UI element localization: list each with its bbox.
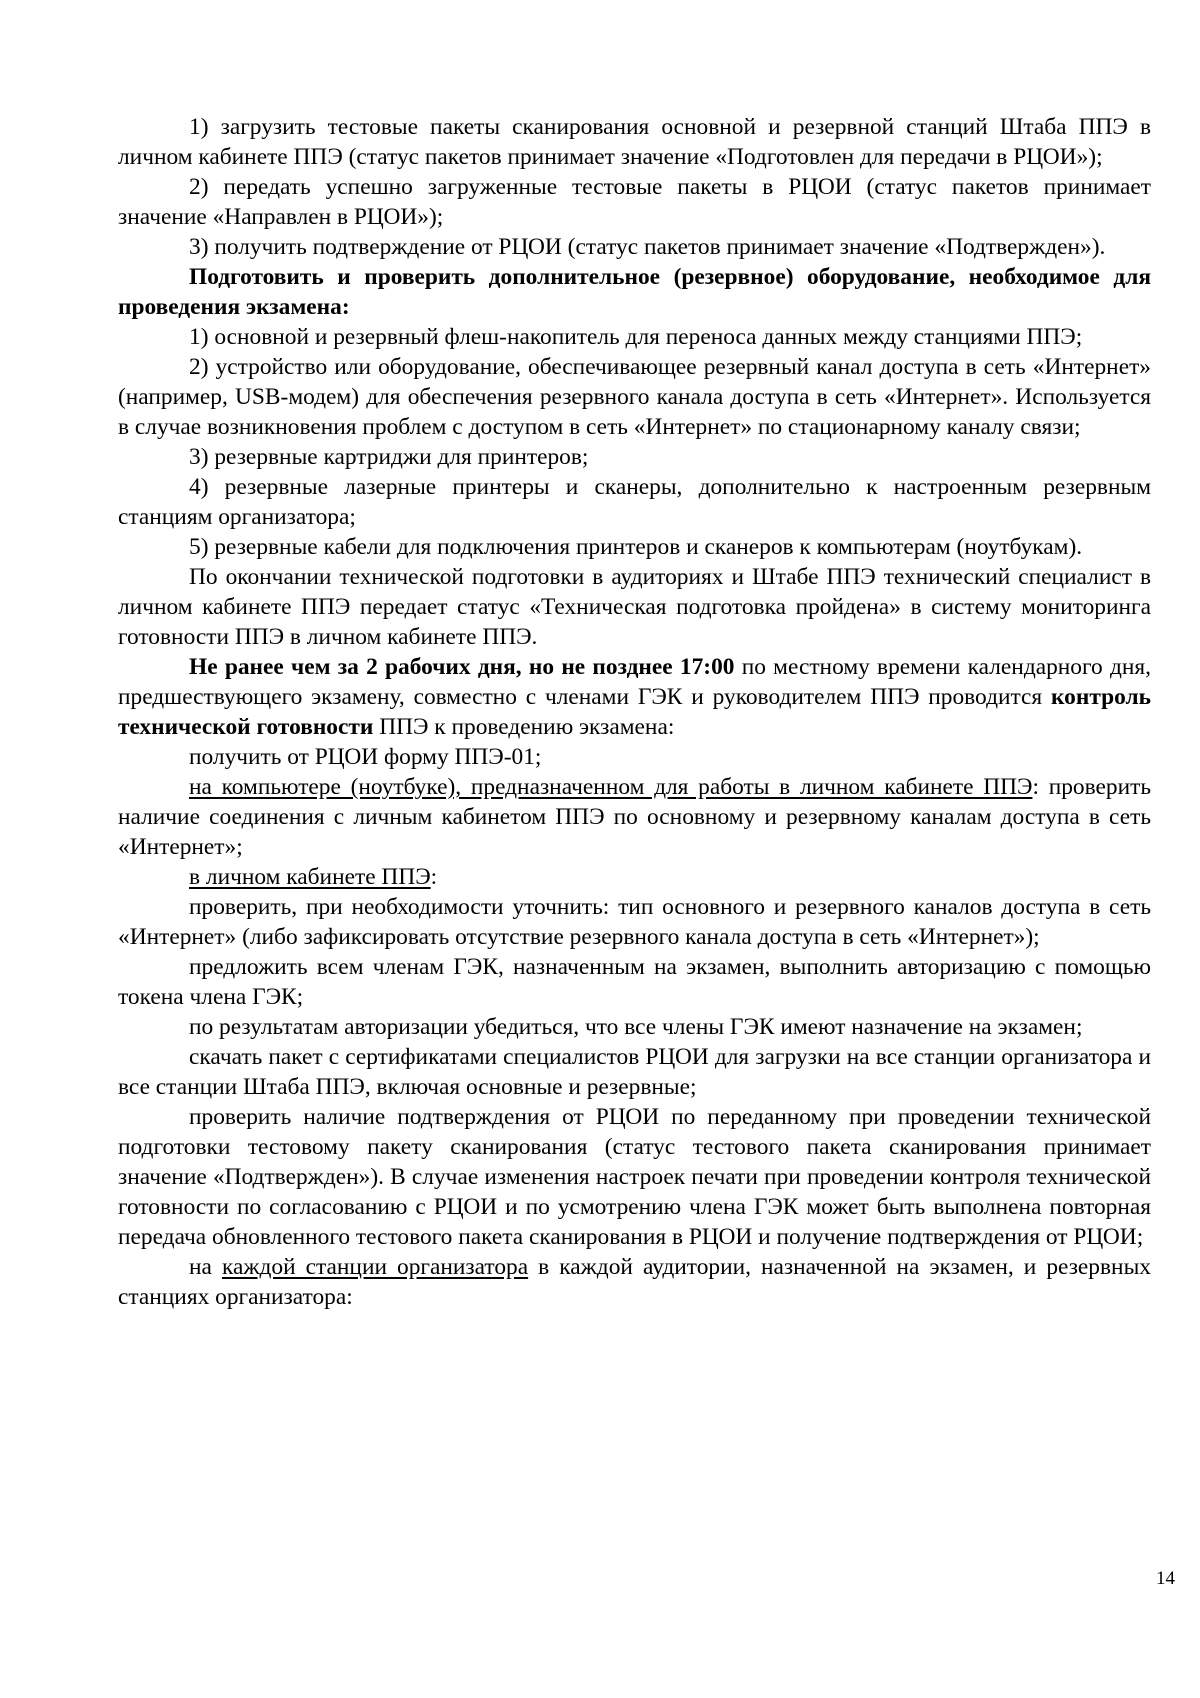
- personal-account-term: в личном кабинете ППЭ: [189, 864, 431, 890]
- readiness-text-part2: ППЭ к проведению экзамена:: [373, 714, 675, 740]
- paragraph-each-organizer-station: [118, 1252, 1151, 1312]
- paragraph-flash-drive: 1) основной и резервный флеш-накопитель для переноса данных между станциями ППЭ;: [189, 324, 1083, 350]
- organizer-station-term: каждой станции организатора: [221, 1254, 529, 1280]
- paragraph-download-certificates: скачать пакет с сертификатами специалистов РЦОИ для загрузки на все станции организатора и все станции Штаба ППЭ, включая основные и резервные;: [118, 1044, 1151, 1100]
- personal-account-colon: :: [430, 864, 438, 890]
- paragraph-gek-authorization: предложить всем членам ГЭК, назначенным на экзамен, выполнить авторизацию с помощью токена члена ГЭК;: [118, 954, 1151, 1010]
- paragraph-get-confirmation: 3) получить подтверждение от РЦОИ (статус пакетов принимает значение «Подтвержден»).: [189, 234, 1106, 260]
- paragraph-gek-assignment: по результатам авторизации убедиться, что все члены ГЭК имеют назначение на экзамен;: [189, 1014, 1083, 1040]
- paragraph-backup-internet-channel: 2) устройство или оборудование, обеспечивающее резервный канал доступа в сеть «Интернет» (например, USB-модем) для обеспечения резервного канала доступа в сеть «Интернет». Используется в случае возникновения проблем с доступом в сеть «Интернет» по стационарному каналу связи;: [118, 354, 1151, 440]
- paragraph-technical-readiness-control: [118, 652, 1151, 742]
- readiness-control-term: контроль технической готовности: [118, 684, 1151, 740]
- station-text-part2: в каждой аудитории, назначенной на экзамен, и резервных станциях организатора:: [118, 1254, 1151, 1310]
- paragraph-backup-cartridges: 3) резервные картриджи для принтеров;: [189, 444, 589, 470]
- paragraph-technical-preparation-status: По окончании технической подготовки в аудиториях и Штабе ППЭ технический специалист в личном кабинете ППЭ передает статус «Техническая подготовка пройдена» в систему мониторинга готовности ППЭ в личном кабинете ППЭ.: [118, 564, 1151, 650]
- paragraph-send-test-packages: 2) передать успешно загруженные тестовые пакеты в РЦОИ (статус пакетов принимает значение «Направлен в РЦОИ»);: [118, 174, 1151, 230]
- paragraph-prepare-equipment-heading: Подготовить и проверить дополнительное (резервное) оборудование, необходимое для проведения экзамена:: [118, 264, 1151, 320]
- readiness-text-part1: по местному времени календарного дня, предшествующего экзамену, совместно с членами ГЭК и руководителем ППЭ проводится: [118, 654, 1151, 710]
- paragraph-upload-test-packages: 1) загрузить тестовые пакеты сканирования основной и резервной станций Штаба ППЭ в личном кабинете ППЭ (статус пакетов принимает значение «Подготовлен для передачи в РЦОИ»);: [118, 114, 1151, 170]
- computer-heading: на компьютере (ноутбуке), предназначенном для работы в личном кабинете ППЭ: [189, 774, 1033, 800]
- computer-check-text: : проверить наличие соединения с личным кабинетом ППЭ по основному и резервному каналам доступа в сеть «Интернет»;: [118, 774, 1151, 860]
- paragraph-personal-account-heading: [118, 862, 1151, 892]
- paragraph-get-form-ppe01: получить от РЦОИ форму ППЭ-01;: [189, 744, 542, 770]
- page-number: 14: [1156, 1568, 1175, 1589]
- paragraph-backup-cables: 5) резервные кабели для подключения принтеров и сканеров к компьютерам (ноутбукам).: [189, 534, 1083, 560]
- paragraph-check-channels: проверить, при необходимости уточнить: тип основного и резервного каналов доступа в сеть «Интернет» (либо зафиксировать отсутствие резервного канала доступа в сеть «Интернет»);: [118, 894, 1151, 950]
- station-text-part1: на: [189, 1254, 222, 1280]
- deadline-text: Не ранее чем за 2 рабочих дня, но не позднее 17:00: [189, 654, 735, 680]
- paragraph-backup-printers-scanners: 4) резервные лазерные принтеры и сканеры, дополнительно к настроенным резервным станциям организатора;: [118, 474, 1151, 530]
- paragraph-check-scan-confirmation: проверить наличие подтверждения от РЦОИ по переданному при проведении технической подготовки тестовому пакету сканирования (статус тестового пакета сканирования принимает значение «Подтвержден»). В случае изменения настроек печати при проведении контроля технической готовности по согласованию с РЦОИ и по усмотрению члена ГЭК может быть выполнена повторная передача обновленного тестового пакета сканирования в РЦОИ и получение подтверждения от РЦОИ;: [118, 1104, 1151, 1250]
- paragraph-computer-check: [118, 772, 1151, 862]
- document-body: [118, 112, 1151, 1312]
